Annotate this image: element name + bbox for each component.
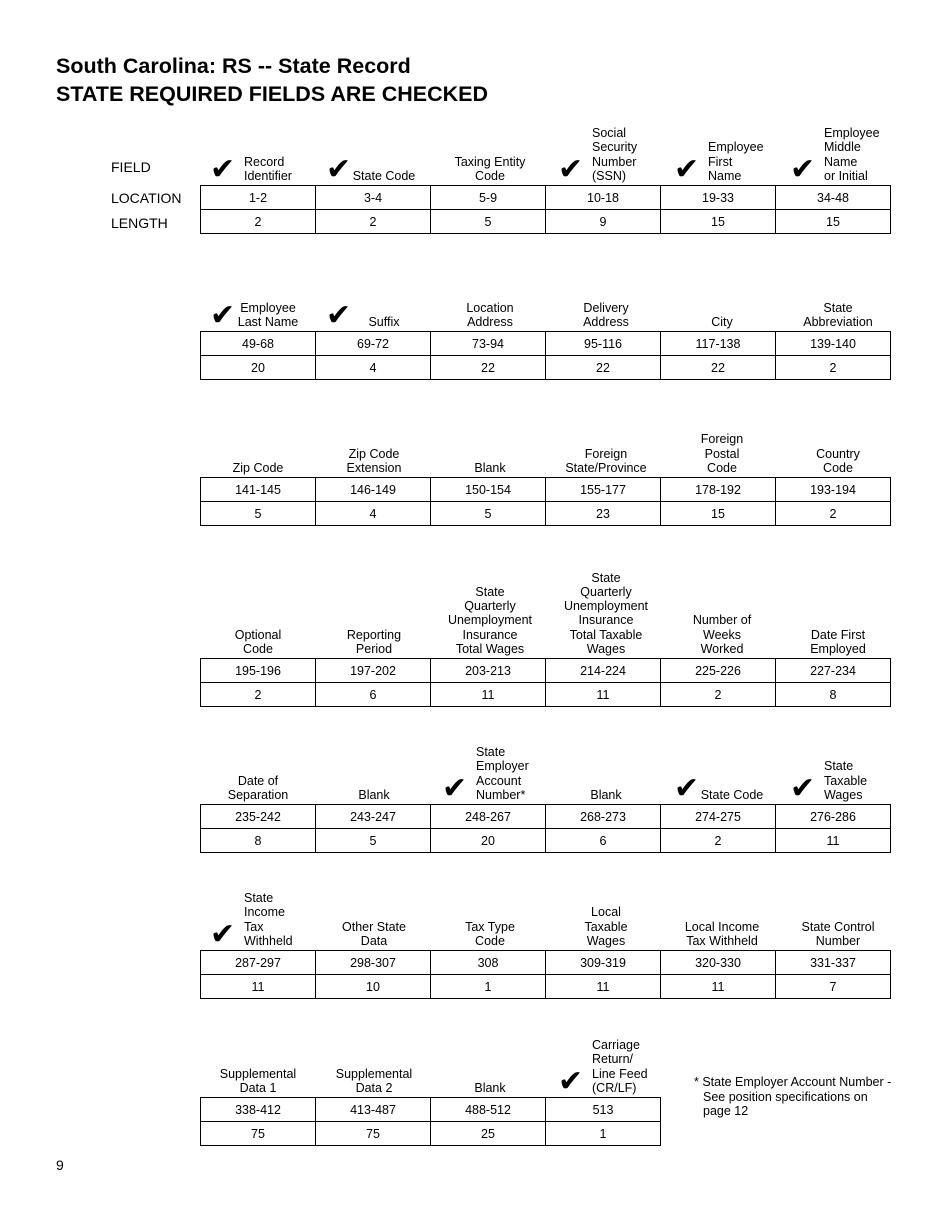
field-header-row xyxy=(200,231,896,331)
field-name-line: Identifier xyxy=(244,168,292,183)
length-cell: 25 xyxy=(431,1122,546,1146)
length-cell: 10 xyxy=(316,975,431,999)
field-name-line: City xyxy=(711,314,733,329)
required-check-icon: ✔ xyxy=(790,152,816,187)
field-name-line: Unemployment xyxy=(563,599,649,614)
field-name xyxy=(664,771,780,806)
field-block xyxy=(200,558,896,707)
field-name-line: Total Taxable xyxy=(569,627,643,642)
field-name-line: Weeks xyxy=(703,627,741,642)
title-line-1: South Carolina: RS -- State Record xyxy=(56,54,411,78)
field-block xyxy=(200,231,896,380)
field-name-line: Employee xyxy=(240,300,296,315)
length-cell: 5 xyxy=(431,502,546,526)
field-name-line: Wages xyxy=(586,933,626,948)
field-name-line: Tax Type xyxy=(465,919,515,934)
location-cell: 274-275 xyxy=(661,805,776,829)
field-name-line: State xyxy=(476,745,506,760)
field-header-row xyxy=(200,850,896,950)
field-name-line: Zip Code xyxy=(348,446,400,461)
length-cell: 11 xyxy=(546,683,661,707)
field-block xyxy=(200,850,896,999)
field-name-line: Separation xyxy=(227,787,289,802)
location-length-table xyxy=(200,658,891,707)
field-name-line: (SSN) xyxy=(592,168,627,183)
location-length-table xyxy=(200,950,891,999)
field-name-line: Quarterly xyxy=(580,584,632,599)
length-cell: 23 xyxy=(546,502,661,526)
field-name-line: Return/ xyxy=(592,1052,633,1067)
location-cell: 309-319 xyxy=(546,951,661,975)
location-cell: 178-192 xyxy=(661,478,776,502)
field-name-line: Taxable xyxy=(584,919,628,934)
field-name xyxy=(780,920,896,948)
location-cell: 248-267 xyxy=(431,805,546,829)
field-name xyxy=(780,628,896,656)
field-name-line: State xyxy=(823,300,853,315)
field-name-line: Location xyxy=(466,300,514,315)
location-cell: 268-273 xyxy=(546,805,661,829)
length-cell: 22 xyxy=(431,356,546,380)
field-name-line: Total Wages xyxy=(455,641,525,656)
field-name-line: Taxable xyxy=(824,773,868,788)
field-name xyxy=(548,788,664,802)
location-row xyxy=(201,1098,661,1122)
field-name-line: Unemployment xyxy=(447,613,533,628)
location-cell: 331-337 xyxy=(776,951,891,975)
length-cell: 75 xyxy=(316,1122,431,1146)
field-name-line: Withheld xyxy=(244,933,293,948)
location-cell: 203-213 xyxy=(431,659,546,683)
length-cell: 1 xyxy=(431,975,546,999)
location-row xyxy=(201,805,891,829)
field-name xyxy=(664,920,780,948)
page-number: 9 xyxy=(56,1157,64,1173)
field-name-line: (CR/LF) xyxy=(592,1080,637,1095)
field-name-line: Optional xyxy=(234,627,282,642)
location-cell: 1-2 xyxy=(201,186,316,210)
location-length-table xyxy=(200,477,891,526)
field-name xyxy=(316,1067,432,1095)
field-name xyxy=(432,920,548,948)
location-length-table xyxy=(200,331,891,380)
field-name-line: Carriage xyxy=(592,1038,640,1053)
location-cell: 10-18 xyxy=(546,186,661,210)
location-cell: 141-145 xyxy=(201,478,316,502)
location-cell: 287-297 xyxy=(201,951,316,975)
field-name-line: Blank xyxy=(358,787,390,802)
field-name-line: Local xyxy=(591,905,621,920)
location-cell: 227-234 xyxy=(776,659,891,683)
field-name-line: Record xyxy=(244,154,285,169)
length-cell: 11 xyxy=(431,683,546,707)
field-block xyxy=(200,85,896,234)
field-name-line: Quarterly xyxy=(464,599,516,614)
length-cell: 15 xyxy=(661,502,776,526)
field-name-line: State xyxy=(591,570,621,585)
field-name-line: or Initial xyxy=(824,168,868,183)
field-name-line: Code xyxy=(243,641,273,656)
field-name-line: Last Name xyxy=(237,314,299,329)
title-line-2: STATE REQUIRED FIELDS ARE CHECKED xyxy=(56,82,489,106)
field-name xyxy=(200,1067,316,1095)
field-name-line: Blank xyxy=(590,787,622,802)
length-cell: 22 xyxy=(661,356,776,380)
field-name-line: First xyxy=(708,154,733,169)
field-header-row xyxy=(200,85,896,185)
field-name-line: Name xyxy=(824,154,858,169)
length-cell: 9 xyxy=(546,210,661,234)
field-name-line: State xyxy=(244,891,274,906)
footnote-line: * State Employer Account Number - xyxy=(694,1075,892,1089)
required-check-icon: ✔ xyxy=(674,771,700,806)
location-cell: 95-116 xyxy=(546,332,661,356)
field-name-line: State Code xyxy=(352,168,416,183)
field-name-line: Supplemental xyxy=(219,1066,297,1081)
length-cell: 5 xyxy=(431,210,546,234)
location-cell: 225-226 xyxy=(661,659,776,683)
field-name xyxy=(780,126,896,187)
location-cell: 338-412 xyxy=(201,1098,316,1122)
field-name-line: Zip Code xyxy=(232,460,284,475)
length-cell: 1 xyxy=(546,1122,661,1146)
field-name xyxy=(200,298,316,333)
field-name xyxy=(432,585,548,656)
field-name xyxy=(200,628,316,656)
field-block xyxy=(200,997,664,1146)
location-length-table xyxy=(200,804,891,853)
location-cell: 276-286 xyxy=(776,805,891,829)
field-name xyxy=(548,1038,664,1099)
length-cell: 6 xyxy=(316,683,431,707)
field-name-line: Code xyxy=(475,168,505,183)
field-name-line: State/Province xyxy=(565,460,647,475)
required-check-icon: ✔ xyxy=(558,152,584,187)
required-check-icon: ✔ xyxy=(210,152,236,187)
required-check-icon: ✔ xyxy=(210,298,236,333)
length-cell: 4 xyxy=(316,502,431,526)
field-name-line: Code xyxy=(823,460,853,475)
field-name xyxy=(200,152,316,187)
field-name-line: Blank xyxy=(474,460,506,475)
location-cell: 235-242 xyxy=(201,805,316,829)
location-cell: 69-72 xyxy=(316,332,431,356)
length-row xyxy=(201,1122,661,1146)
location-cell: 5-9 xyxy=(431,186,546,210)
location-cell: 488-512 xyxy=(431,1098,546,1122)
field-name xyxy=(432,155,548,183)
required-check-icon: ✔ xyxy=(326,152,352,187)
field-name-line: Employee xyxy=(824,126,880,141)
length-cell: 8 xyxy=(776,683,891,707)
field-name-line: Number* xyxy=(476,787,526,802)
footnote-line: page 12 xyxy=(703,1104,749,1118)
field-name xyxy=(432,1081,548,1095)
field-name xyxy=(548,447,664,475)
field-name xyxy=(548,126,664,187)
field-name-line: Worked xyxy=(700,641,744,656)
field-name xyxy=(432,745,548,806)
field-name xyxy=(664,140,780,187)
field-name-line: Name xyxy=(708,168,742,183)
field-header-row xyxy=(200,997,664,1097)
length-row xyxy=(201,683,891,707)
location-cell: 117-138 xyxy=(661,332,776,356)
field-name-line: Employed xyxy=(810,641,866,656)
length-cell: 22 xyxy=(546,356,661,380)
length-cell: 2 xyxy=(316,210,431,234)
field-name-line: Address xyxy=(467,314,513,329)
length-row xyxy=(201,502,891,526)
row-label-length: LENGTH xyxy=(111,215,168,231)
length-cell: 2 xyxy=(661,829,776,853)
field-name-line: Number of xyxy=(692,613,752,628)
field-name xyxy=(316,628,432,656)
field-name-line: State xyxy=(824,759,854,774)
field-name xyxy=(780,759,896,806)
length-cell: 11 xyxy=(201,975,316,999)
required-check-icon: ✔ xyxy=(558,1064,584,1099)
field-name-line: Abbreviation xyxy=(803,314,873,329)
location-cell: 195-196 xyxy=(201,659,316,683)
field-name-line: Employee xyxy=(708,140,764,155)
length-row xyxy=(201,356,891,380)
field-name-line: Taxing Entity xyxy=(454,154,526,169)
required-check-icon: ✔ xyxy=(326,298,352,333)
field-name-line: Delivery xyxy=(583,300,629,315)
length-cell: 2 xyxy=(201,210,316,234)
field-name-line: Address xyxy=(583,314,629,329)
field-name-line: Date First xyxy=(810,627,866,642)
field-name-line: Foreign xyxy=(584,446,628,461)
location-row xyxy=(201,951,891,975)
location-cell: 298-307 xyxy=(316,951,431,975)
length-row xyxy=(201,975,891,999)
location-cell: 193-194 xyxy=(776,478,891,502)
field-name-line: Local Income xyxy=(684,919,760,934)
required-check-icon: ✔ xyxy=(790,771,816,806)
field-name-line: Date of xyxy=(237,773,279,788)
location-length-table xyxy=(200,1097,661,1146)
field-name xyxy=(432,301,548,329)
field-name xyxy=(780,301,896,329)
length-cell: 6 xyxy=(546,829,661,853)
field-name-line: Suffix xyxy=(368,314,400,329)
field-name-line: Code xyxy=(707,460,737,475)
length-cell: 4 xyxy=(316,356,431,380)
length-cell: 75 xyxy=(201,1122,316,1146)
field-name-line: Data 2 xyxy=(355,1080,393,1095)
field-name-line: State xyxy=(475,584,505,599)
length-cell: 2 xyxy=(776,502,891,526)
field-name xyxy=(316,152,432,187)
field-name-line: Tax xyxy=(244,919,264,934)
row-label-location: LOCATION xyxy=(111,190,182,206)
field-name-line: Account xyxy=(476,773,522,788)
field-name-line: Country xyxy=(816,446,860,461)
field-block xyxy=(200,704,896,853)
location-cell: 139-140 xyxy=(776,332,891,356)
field-name xyxy=(780,447,896,475)
location-cell: 214-224 xyxy=(546,659,661,683)
field-name xyxy=(316,447,432,475)
field-name-line: State Code xyxy=(700,787,764,802)
field-name xyxy=(664,315,780,329)
field-name-line: Insurance xyxy=(462,627,518,642)
length-cell: 8 xyxy=(201,829,316,853)
length-cell: 11 xyxy=(546,975,661,999)
footnote-line: See position specifications on xyxy=(703,1089,868,1104)
field-name-line: Insurance xyxy=(578,613,634,628)
field-header-row xyxy=(200,558,896,658)
field-name xyxy=(316,788,432,802)
location-cell: 197-202 xyxy=(316,659,431,683)
location-cell: 513 xyxy=(546,1098,661,1122)
location-row xyxy=(201,332,891,356)
required-check-icon: ✔ xyxy=(210,917,236,952)
length-cell: 7 xyxy=(776,975,891,999)
field-name-line: Social xyxy=(592,126,627,141)
field-name xyxy=(548,571,664,656)
required-check-icon: ✔ xyxy=(674,152,700,187)
length-row xyxy=(201,210,891,234)
field-name-line: Tax Withheld xyxy=(686,933,758,948)
field-name xyxy=(548,301,664,329)
required-check-icon: ✔ xyxy=(442,771,468,806)
field-name xyxy=(200,774,316,802)
location-cell: 150-154 xyxy=(431,478,546,502)
field-name-line: Data 1 xyxy=(239,1080,277,1095)
location-cell: 73-94 xyxy=(431,332,546,356)
length-cell: 2 xyxy=(201,683,316,707)
location-cell: 413-487 xyxy=(316,1098,431,1122)
location-cell: 155-177 xyxy=(546,478,661,502)
field-name-line: Line Feed xyxy=(592,1066,648,1081)
length-cell: 15 xyxy=(661,210,776,234)
field-name-line: Wages xyxy=(586,641,626,656)
length-cell: 5 xyxy=(316,829,431,853)
field-name-line: Blank xyxy=(474,1080,506,1095)
location-cell: 34-48 xyxy=(776,186,891,210)
length-cell: 15 xyxy=(776,210,891,234)
length-cell: 5 xyxy=(201,502,316,526)
length-cell: 11 xyxy=(776,829,891,853)
field-name-line: Data xyxy=(360,933,388,948)
footnote xyxy=(694,1075,904,1119)
location-cell: 243-247 xyxy=(316,805,431,829)
field-name-line: Period xyxy=(355,641,393,656)
field-name-line: Postal xyxy=(704,446,740,461)
field-name-line: Number xyxy=(815,933,861,948)
length-cell: 20 xyxy=(431,829,546,853)
field-name xyxy=(548,905,664,948)
location-cell: 19-33 xyxy=(661,186,776,210)
length-cell: 11 xyxy=(661,975,776,999)
field-name-line: Code xyxy=(475,933,505,948)
field-name-line: Employer xyxy=(476,759,529,774)
location-length-table xyxy=(200,185,891,234)
field-name xyxy=(316,298,432,333)
length-cell: 20 xyxy=(201,356,316,380)
field-name-line: Supplemental xyxy=(335,1066,413,1081)
field-name xyxy=(664,432,780,475)
field-name-line: State Control xyxy=(801,919,875,934)
location-row xyxy=(201,659,891,683)
field-block xyxy=(200,377,896,526)
field-name xyxy=(316,920,432,948)
location-row xyxy=(201,478,891,502)
field-name xyxy=(200,891,316,952)
location-cell: 3-4 xyxy=(316,186,431,210)
field-name-line: Wages xyxy=(824,787,863,802)
length-cell: 2 xyxy=(776,356,891,380)
location-cell: 320-330 xyxy=(661,951,776,975)
field-name-line: Extension xyxy=(346,460,402,475)
field-name-line: Security xyxy=(592,140,638,155)
length-cell: 2 xyxy=(661,683,776,707)
field-name xyxy=(432,461,548,475)
row-label-field: FIELD xyxy=(111,159,151,175)
length-row xyxy=(201,829,891,853)
field-name-line: Number xyxy=(592,154,637,169)
field-header-row xyxy=(200,704,896,804)
field-name xyxy=(664,613,780,656)
field-header-row xyxy=(200,377,896,477)
field-name-line: Reporting xyxy=(346,627,402,642)
location-cell: 49-68 xyxy=(201,332,316,356)
location-cell: 146-149 xyxy=(316,478,431,502)
field-name-line: Foreign xyxy=(700,432,744,447)
field-name-line: Income xyxy=(244,905,285,920)
field-name xyxy=(200,461,316,475)
location-row xyxy=(201,186,891,210)
field-name-line: Middle xyxy=(824,140,861,155)
field-name-line: Other State xyxy=(342,919,406,934)
location-cell: 308 xyxy=(431,951,546,975)
